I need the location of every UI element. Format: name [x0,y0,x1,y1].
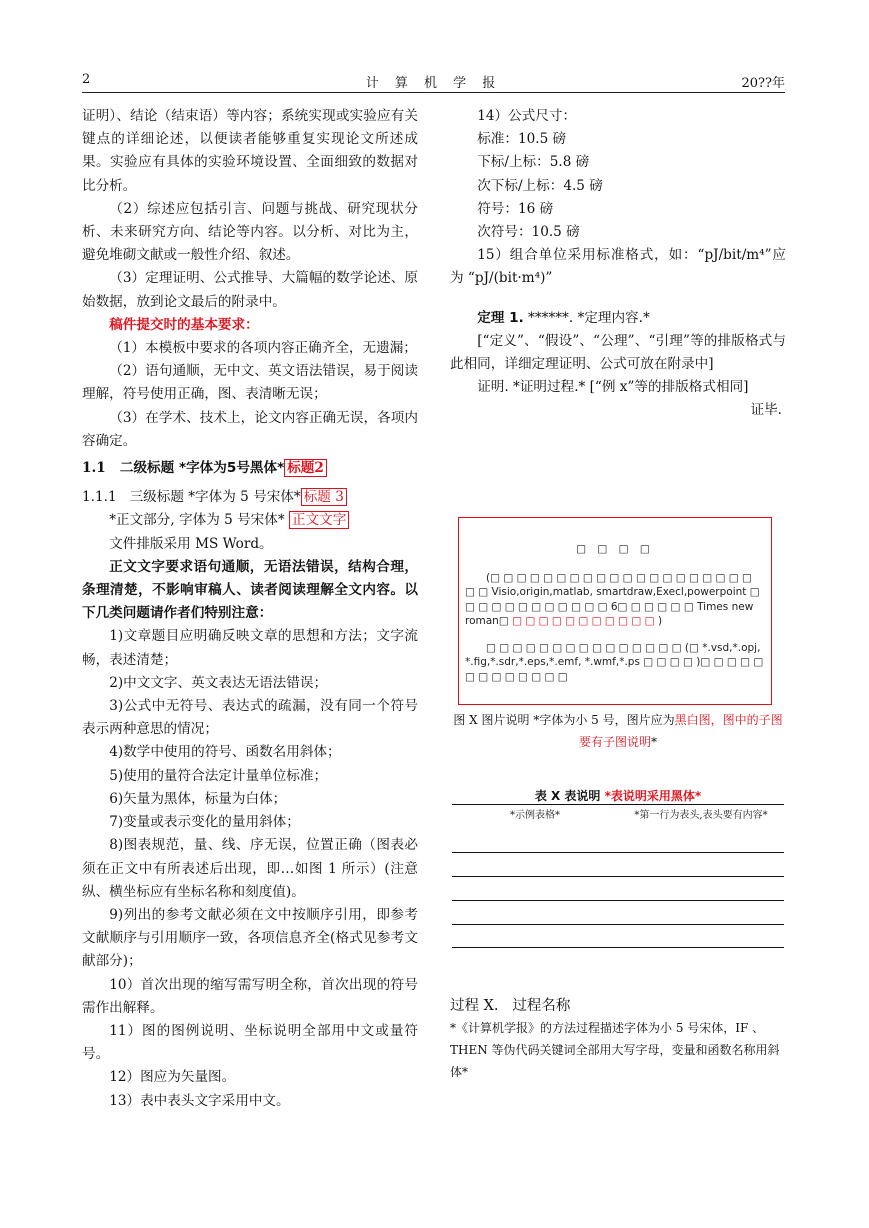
requirements-title: 稿件提交时的基本要求： [109,316,259,333]
qed: 证毕. [750,402,782,419]
heading-text: 二级标题 *字体为5号黑体* [119,460,285,477]
size-item: 次符号：10.5 磅 [477,224,580,241]
requirement-item: （1）本模板中要求的各项内容正确齐全，无遗漏； [109,340,417,357]
figure-text-red: □ □ □ □ □ □ □ □ □ □ □ [512,615,655,627]
table-rule [452,852,784,853]
paragraph: （3）定理证明、公式推导、大篇幅的数学论述、原始数据，放到论文最后的附录中。 [82,270,418,310]
caption-text: 表 X 表说明 [534,789,605,803]
list-item: 11）图的图例说明、坐标说明全部用中文或量符号。 [82,1022,418,1063]
table-header-cell: *第一行为表头,表头要有内容* [634,810,768,821]
heading-number: 1.1 [82,460,106,477]
procedure-label: 过程 X. [450,998,499,1014]
list-item: 1)文章题目应明确反映文章的思想和方法；文字流畅，表述清楚； [82,628,418,668]
style-label-box: 标题2 [284,459,327,477]
list-item: 10）首次出现的缩写需写明全称，首次出现的符号需作出解释。 [82,976,418,1016]
body-note [82,509,418,532]
table-rule [452,947,784,948]
style-label-box: 正文文字 [289,511,349,529]
list-item: 8)图表规范，量、线、序无误，位置正确（图表必须在正文中有所表述后出现，即…如图 1 所示）(注意纵、横坐标应有坐标名称和刻度值)。 [82,837,418,900]
list-item: 6)矢量为黑体，标量为白体； [109,790,287,807]
requirement-item: （2）语句通顺，无中文、英文语法错误，易于阅读理解，符号使用正确，图、表清晰无误； [82,363,418,403]
header-year: 20??年 [741,76,785,91]
figure-caption [450,709,786,753]
size-item: 标准：10.5 磅 [477,131,567,148]
table-rule [452,876,784,877]
figure-text-part: ) [654,615,663,627]
figure-title: □ □ □ □ [576,543,654,555]
figure-text [465,571,765,629]
figure-text: □ □ □ □ □ □ □ □ □ □ □ □ □ □ □ (□ *.vsd,*.opj, *.fig,*.sdr,*.eps,*.emf, *.wmf,*.ps □ □ □ □ )□ □ □ □ □ □ □ □ □ □ □ □ □ [465,641,764,683]
figure-placeholder [458,517,772,705]
figure-text-part: (□ □ □ □ □ □ □ □ □ □ □ □ □ □ □ □ □ □ □ □ □ □ Visio,origin,matlab, smartdraw,Execl,powerpoint □ □ □ □ □ □ □ □ □ □ □ □ 6□ □ □ □ □ □ Times new roman□ [465,571,760,627]
procedure-name: 过程名称 [512,998,571,1014]
procedure-description: *《计算机学报》的方法过程描述字体为小 5 号宋体，IF 、THEN 等伪代码关键词全部用大写字母，变量和函数名称用斜体* [450,1021,780,1079]
procedure-title [450,994,786,1015]
heading-level-2 [82,457,418,480]
caption-text: 图 X 图片说明 *字体为小 5 号，图片应为 [453,713,675,727]
list-item: 2)中文文字、英文表达无语法错误； [109,674,328,691]
list-item: 5)使用的量符合法定计量单位标准； [109,767,328,784]
caption-text: * [651,735,657,749]
page-header [82,70,785,93]
heading-level-3 [82,486,418,509]
list-item: 9)列出的参考文献必须在文中按顺序引用，即参考文献顺序与引用顺序一致，各项信息齐全(格式见参考文献部分)； [82,906,418,970]
size-item: 下标/上标：5.8 磅 [477,154,590,171]
size-item: 符号：16 磅 [477,200,554,217]
table-header-cell: *示例表格* [510,810,560,821]
journal-title: 计 算 机 学 报 [365,76,502,91]
table-rule [452,924,784,925]
page-number: 2 [82,72,91,87]
requirement-item: （3）在学术、技术上，论文内容正确无误，各项内容确定。 [82,409,418,449]
heading-text: 三级标题 *字体为 5 号宋体* [129,489,301,506]
caption-red: 黑白图，图中的子图要有子图说明 [578,713,783,749]
size-item: 次下标/上标：4.5 磅 [477,177,603,194]
table-rule [452,900,784,901]
list-item: 7)变量或表示变化的量用斜体； [109,814,300,831]
right-column [450,105,786,423]
caption-red: *表说明采用黑体* [604,789,702,803]
paragraph: 证明）、结论（结束语）等内容；系统实现或实验应有关键点的详细论述，以便读者能够重复实现论文所述成果。实验应有具体的实验环境设置、全面细致的数据对比分析。 [82,108,418,194]
paragraph: （2）综述应包括引言、问题与挑战、研究现状分析、未来研究方向、结论等内容。以分析、对比为主，避免堆砌文献或一般性介绍、叙述。 [82,200,418,264]
list-item: 12）图应为矢量图。 [109,1069,236,1086]
style-label-box: 标题 3 [301,488,347,506]
theorem-text: ******. *定理内容.* [523,309,650,326]
heading-number: 1.1.1 [82,489,117,506]
table-caption [452,787,784,804]
body-note-text: *正文部分, 字体为 5 号宋体* [109,512,289,529]
table-header-row [452,805,784,827]
list-item: 3)公式中无符号、表达式的疏漏，没有同一个符号表示两种意思的情况； [82,698,418,738]
list-item: 13）表中表头文字采用中文。 [109,1092,290,1109]
bold-paragraph: 正文文字要求语句通顺，无语法错误，结构合理，条理清楚，不影响审稿人、读者阅读理解全文内容。以下几类问题请作者们特别注意： [82,558,418,622]
procedure-block [450,994,786,1083]
example-table [452,804,784,827]
left-column [82,105,418,1113]
paragraph: 文件排版采用 MS Word。 [109,535,273,552]
list-item: 4)数学中使用的符号、函数名用斜体； [109,744,341,761]
list-item: 14）公式尺寸： [477,108,577,124]
theorem-label: 定理 1. [477,309,524,326]
theorem-note: [“定义”、“假设”、“公理”、“引理”等的排版格式与此相同，详细定理证明、公式可放在附录中] [450,332,786,373]
list-item: 15）组合单位采用标准格式，如：“pJ/bit/m⁴”应为 “pJ/(bit·m⁴)” [450,247,786,287]
theorem [450,307,786,330]
proof: 证明. *证明过程.* [“例 x”等的排版格式相同] [477,379,749,396]
